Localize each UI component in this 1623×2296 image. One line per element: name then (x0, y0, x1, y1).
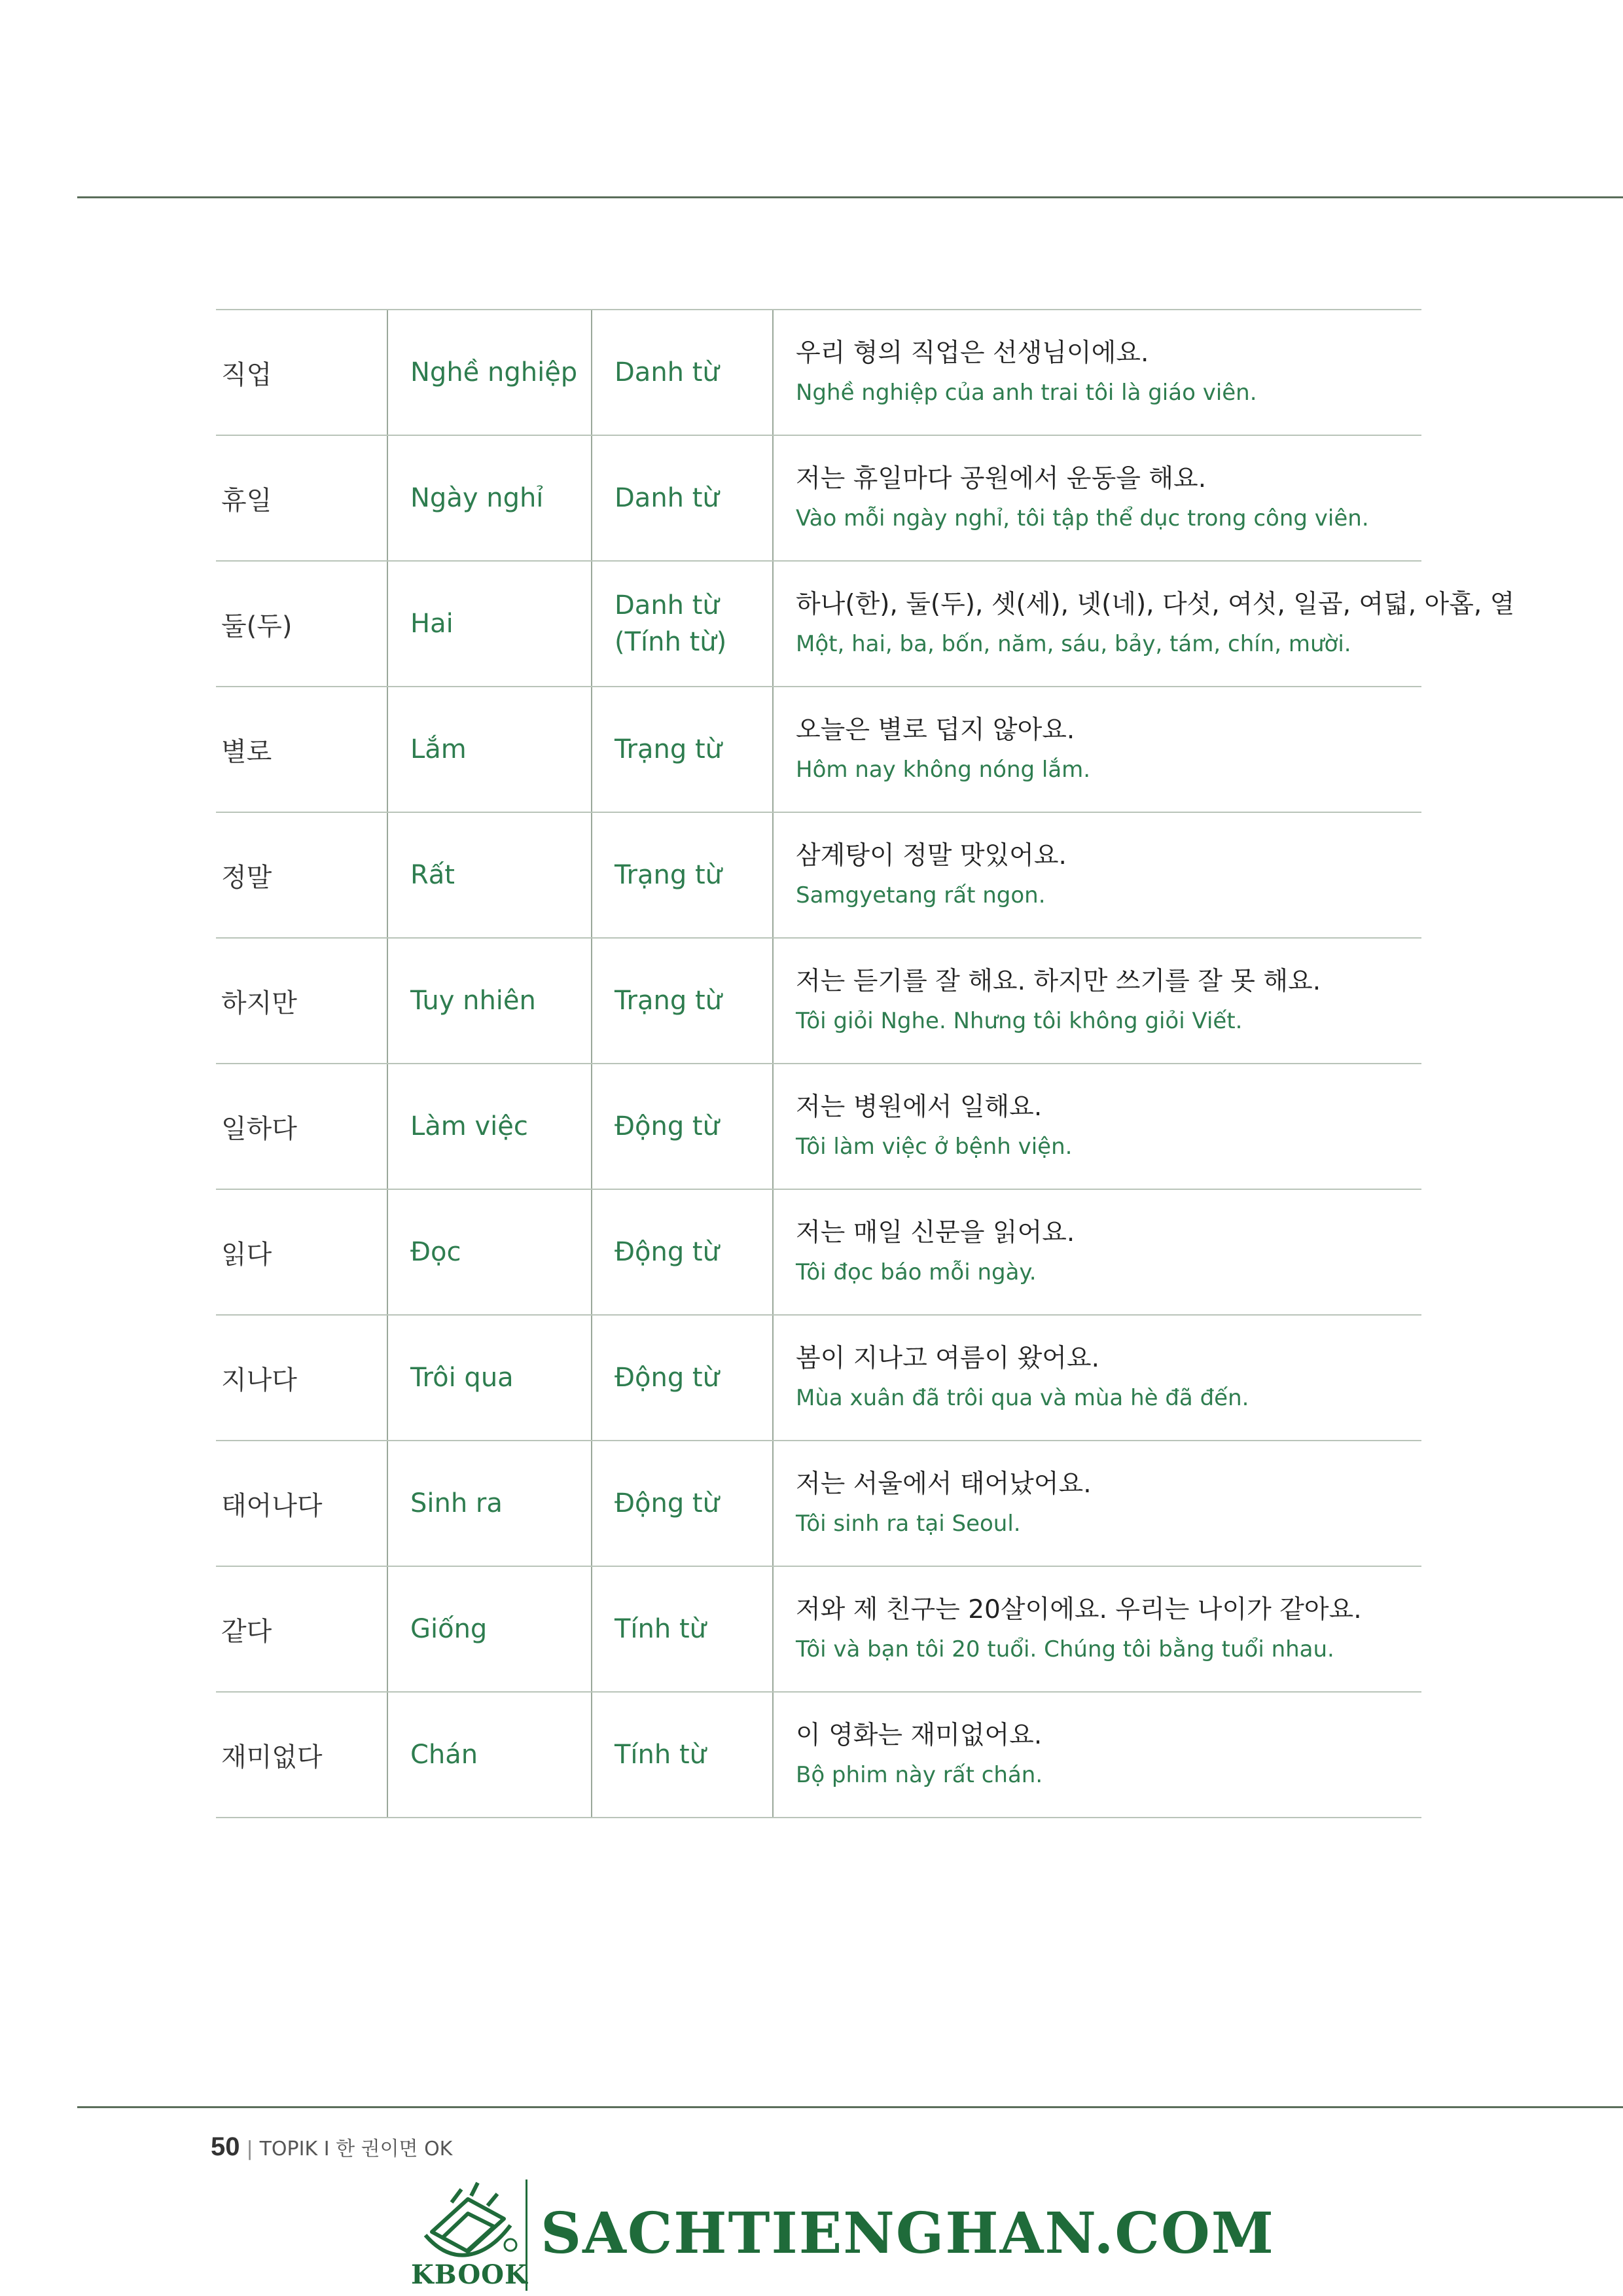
example-korean: 저와 제 친구는 20살이에요. 우리는 나이가 같아요. (796, 1595, 1362, 1624)
part-of-speech: Tính từ (592, 1566, 773, 1692)
korean-word: 일하다 (216, 1064, 387, 1189)
example-cell (773, 1315, 1421, 1441)
example-korean: 저는 서울에서 태어났어요. (796, 1469, 1092, 1499)
part-of-speech: Động từ (592, 1315, 773, 1441)
korean-word: 읽다 (216, 1189, 387, 1315)
header-rule (77, 196, 1623, 198)
korean-word: 둘(두) (216, 561, 387, 687)
vietnamese-meaning: Sinh ra (387, 1441, 592, 1566)
korean-word: 별로 (216, 687, 387, 812)
part-of-speech: Động từ (592, 1064, 773, 1189)
footer-rule (77, 2106, 1623, 2108)
vietnamese-meaning: Đọc (387, 1189, 592, 1315)
table-row (216, 561, 1421, 687)
example-cell (773, 1566, 1421, 1692)
vietnamese-meaning: Hai (387, 561, 592, 687)
part-of-speech: Trạng từ (592, 938, 773, 1064)
page-footer (211, 2132, 452, 2162)
part-of-speech: Danh từ (592, 310, 773, 435)
korean-word: 정말 (216, 812, 387, 938)
example-vietnamese: Tôi sinh ra tại Seoul. (796, 1511, 1021, 1537)
example-cell (773, 812, 1421, 938)
example-vietnamese: Tôi và bạn tôi 20 tuổi. Chúng tôi bằng tuổi nhau. (796, 1636, 1334, 1662)
part-of-speech: Danh từ (592, 435, 773, 561)
example-vietnamese: Vào mỗi ngày nghỉ, tôi tập thể dục trong công viên. (796, 505, 1369, 531)
example-cell (773, 1189, 1421, 1315)
korean-word: 직업 (216, 310, 387, 435)
korean-word: 재미없다 (216, 1692, 387, 1818)
example-cell (773, 435, 1421, 561)
vietnamese-meaning: Chán (387, 1692, 592, 1818)
example-vietnamese: Nghề nghiệp của anh trai tôi là giáo viên. (796, 380, 1257, 406)
example-korean: 우리 형의 직업은 선생님이에요. (796, 338, 1149, 368)
vietnamese-meaning: Giống (387, 1566, 592, 1692)
vietnamese-meaning: Rất (387, 812, 592, 938)
example-vietnamese: Mùa xuân đã trôi qua và mùa hè đã đến. (796, 1385, 1249, 1411)
example-cell (773, 1692, 1421, 1818)
table-row (216, 435, 1421, 561)
page-number: 50 (211, 2132, 240, 2161)
vietnamese-meaning: Lắm (387, 687, 592, 812)
example-cell (773, 687, 1421, 812)
example-vietnamese: Tôi làm việc ở bệnh viện. (796, 1134, 1073, 1160)
korean-word: 하지만 (216, 938, 387, 1064)
example-korean: 하나(한), 둘(두), 셋(세), 넷(네), 다섯, 여섯, 일곱, 여덟, 아홉, 열 (796, 590, 1515, 619)
example-korean: 삼계탕이 정말 맛있어요. (796, 841, 1067, 870)
example-korean: 저는 매일 신문을 읽어요. (796, 1218, 1075, 1247)
example-vietnamese: Samgyetang rất ngon. (796, 882, 1046, 908)
example-korean: 저는 병원에서 일해요. (796, 1092, 1043, 1122)
example-cell (773, 561, 1515, 687)
book-title: TOPIK I 한 권이면 OK (259, 2138, 453, 2161)
example-vietnamese: Bộ phim này rất chán. (796, 1762, 1043, 1788)
example-cell (773, 310, 1421, 435)
example-korean: 봄이 지나고 여름이 왔어요. (796, 1344, 1100, 1373)
korean-word: 태어나다 (216, 1441, 387, 1566)
vietnamese-meaning: Nghề nghiệp (387, 310, 592, 435)
table-row (216, 1441, 1421, 1566)
example-korean: 저는 휴일마다 공원에서 운동을 해요. (796, 464, 1207, 493)
example-cell (773, 1441, 1421, 1566)
vietnamese-meaning: Ngày nghỉ (387, 435, 592, 561)
table-row (216, 938, 1421, 1064)
example-vietnamese: Tôi giỏi Nghe. Nhưng tôi không giỏi Viết. (796, 1008, 1243, 1034)
brand-divider (526, 2179, 527, 2291)
table-row (216, 1189, 1421, 1315)
vocabulary-table (216, 309, 1515, 1818)
example-cell (773, 1064, 1421, 1189)
footer-separator: | (246, 2138, 253, 2161)
table-row (216, 310, 1421, 435)
part-of-speech: Động từ (592, 1189, 773, 1315)
part-of-speech: Trạng từ (592, 812, 773, 938)
logo-text: KBOOK (411, 2259, 528, 2290)
example-korean: 저는 듣기를 잘 해요. 하지만 쓰기를 잘 못 해요. (796, 967, 1321, 996)
website-brand: SACHTIENGHAN.COM (541, 2200, 1275, 2267)
example-vietnamese: Tôi đọc báo mỗi ngày. (796, 1259, 1037, 1285)
korean-word: 휴일 (216, 435, 387, 561)
table-row (216, 1566, 1421, 1692)
table-row (216, 812, 1421, 938)
example-korean: 이 영화는 재미없어요. (796, 1721, 1043, 1750)
example-cell (773, 938, 1421, 1064)
part-of-speech: Tính từ (592, 1692, 773, 1818)
table-row (216, 1315, 1421, 1441)
vietnamese-meaning: Làm việc (387, 1064, 592, 1189)
table-row (216, 1692, 1421, 1818)
part-of-speech: Động từ (592, 1441, 773, 1566)
korean-word: 지나다 (216, 1315, 387, 1441)
table-row (216, 687, 1421, 812)
vietnamese-meaning: Tuy nhiên (387, 938, 592, 1064)
example-vietnamese: Hôm nay không nóng lắm. (796, 757, 1091, 783)
table-row (216, 1064, 1421, 1189)
example-vietnamese: Một, hai, ba, bốn, năm, sáu, bảy, tám, chín, mười. (796, 631, 1351, 657)
part-of-speech: Danh từ (Tính từ) (592, 561, 773, 687)
vietnamese-meaning: Trôi qua (387, 1315, 592, 1441)
korean-word: 같다 (216, 1566, 387, 1692)
example-korean: 오늘은 별로 덥지 않아요. (796, 715, 1075, 745)
part-of-speech: Trạng từ (592, 687, 773, 812)
